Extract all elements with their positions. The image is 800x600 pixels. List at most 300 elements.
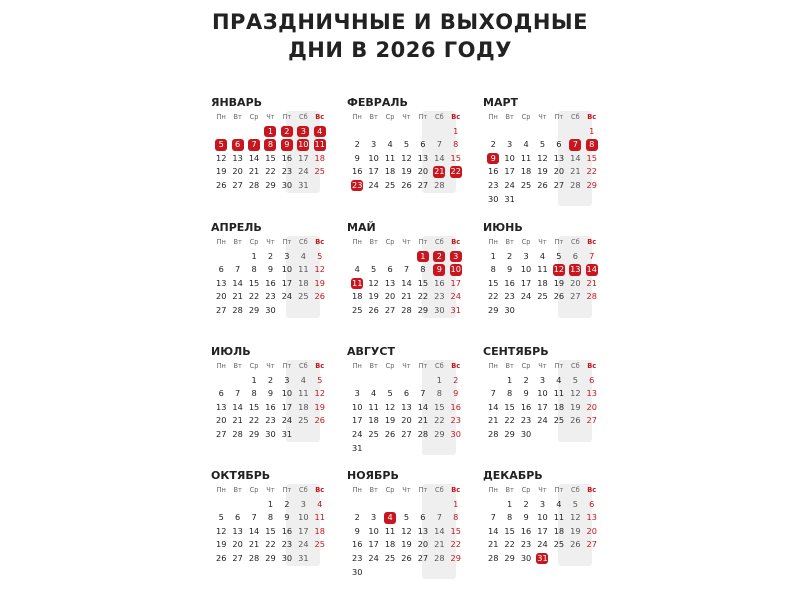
day-cell: 6 (387, 264, 393, 275)
weekday-label: Чт (266, 113, 275, 121)
weekday-label: Вс (315, 113, 325, 121)
day-cell: 15 (504, 401, 515, 412)
day-cell: 1 (490, 250, 496, 261)
day-cell: 8 (507, 388, 513, 399)
holiday-day-cell: 8 (262, 138, 278, 152)
weekday-label: Вт (505, 362, 514, 370)
day-cell: 17 (520, 277, 532, 288)
holiday-day-cell: 11 (351, 277, 363, 288)
day-cell: 7 (436, 512, 442, 523)
day-cell: 21 (570, 166, 581, 177)
day-cell: 14 (434, 525, 445, 536)
empty-cell (295, 428, 311, 442)
empty-cell (213, 250, 229, 264)
month-block (213, 468, 328, 566)
day-cell: 5 (403, 512, 410, 523)
day-cell: 4 (371, 388, 377, 399)
weekday-header (349, 236, 464, 250)
empty-cell (415, 374, 431, 388)
day-cell: 13 (417, 525, 429, 536)
empty-cell (382, 250, 398, 264)
month-name: МАРТ (483, 96, 519, 109)
weekday-label: Вт (505, 486, 514, 494)
empty-cell (398, 374, 414, 388)
day-cell: 25 (298, 291, 309, 302)
day-cell: 11 (314, 512, 325, 523)
day-cell: 13 (417, 152, 429, 163)
empty-cell (229, 250, 245, 264)
day-cell: 3 (507, 139, 513, 150)
day-cell: 14 (232, 277, 243, 288)
day-cell: 27 (384, 304, 396, 315)
day-cell: 23 (450, 415, 461, 426)
day-cell: 9 (523, 388, 529, 399)
week-row (485, 498, 600, 512)
day-cell: 23 (488, 179, 499, 190)
day-cell: 28 (417, 428, 429, 439)
empty-cell (485, 374, 501, 388)
day-cell: 21 (232, 415, 243, 426)
month-name: ЯНВАРЬ (211, 96, 263, 109)
week-row (485, 250, 600, 264)
empty-cell (551, 193, 567, 207)
day-cell: 25 (553, 415, 565, 426)
week-row (213, 179, 328, 193)
day-cell: 13 (216, 277, 227, 288)
day-cell: 30 (265, 428, 276, 439)
weekday-label: Ср (385, 486, 395, 494)
day-cell: 20 (553, 166, 565, 177)
day-cell: 22 (265, 166, 276, 177)
day-cell: 13 (216, 401, 227, 412)
day-cell: 12 (401, 152, 412, 163)
day-cell: 17 (537, 401, 548, 412)
month-block (213, 220, 328, 318)
day-cell: 5 (218, 512, 224, 523)
day-cell: 28 (248, 552, 260, 563)
day-cell: 3 (284, 250, 290, 261)
weekday-label: Пн (488, 238, 498, 246)
day-cell: 5 (403, 139, 410, 150)
day-cell: 3 (371, 512, 377, 523)
day-cell: 15 (265, 525, 276, 536)
week-row (349, 387, 464, 401)
empty-cell (551, 552, 567, 566)
empty-cell (398, 498, 414, 512)
day-cell: 17 (281, 401, 293, 412)
week-row (485, 152, 600, 166)
day-cell: 8 (251, 388, 257, 399)
week-row (349, 414, 464, 428)
day-cell: 6 (572, 250, 578, 261)
weekday-label: Пт (554, 486, 564, 494)
day-cell: 12 (570, 512, 581, 523)
holiday-day-cell: 10 (450, 264, 461, 275)
day-cell: 26 (216, 552, 227, 563)
day-cell: 31 (352, 442, 363, 453)
week-row (349, 552, 464, 566)
day-cell: 5 (387, 388, 393, 399)
weekday-label: Пн (216, 486, 226, 494)
holiday-day-cell: 12 (553, 264, 565, 275)
weekday-header (485, 236, 600, 250)
weekday-label: Чт (402, 362, 411, 370)
day-cell: 4 (387, 139, 393, 150)
day-cell: 4 (300, 374, 306, 385)
day-cell: 13 (553, 152, 565, 163)
week-row (349, 538, 464, 552)
day-cell: 8 (453, 512, 459, 523)
empty-cell (246, 125, 262, 139)
day-cell: 2 (507, 250, 513, 261)
day-cell: 9 (354, 152, 360, 163)
day-cell: 1 (251, 250, 257, 261)
day-cell: 13 (586, 388, 597, 399)
day-cell: 5 (572, 498, 578, 509)
day-cell: 7 (490, 512, 496, 523)
day-cell: 23 (352, 552, 363, 563)
weekday-label: Вт (233, 238, 242, 246)
day-cell: 4 (300, 250, 306, 261)
day-cell: 26 (216, 179, 227, 190)
week-row (349, 290, 464, 304)
month-name: СЕНТЯБРЬ (483, 345, 549, 358)
day-cell: 16 (520, 525, 532, 536)
day-cell: 2 (354, 512, 360, 523)
empty-cell (279, 304, 295, 318)
weekday-label: Вт (233, 113, 242, 121)
month-block (485, 468, 600, 566)
day-cell: 12 (216, 152, 227, 163)
day-cell: 20 (417, 166, 429, 177)
week-row (349, 263, 464, 277)
empty-cell (485, 125, 501, 139)
day-cell: 17 (281, 277, 293, 288)
empty-cell (584, 193, 600, 207)
day-cell: 28 (434, 179, 445, 190)
day-cell: 31 (298, 552, 309, 563)
day-cell: 26 (570, 415, 581, 426)
day-cell: 18 (384, 166, 396, 177)
month-block (485, 344, 600, 442)
day-cell: 15 (248, 277, 260, 288)
weekday-label: Сб (434, 113, 444, 121)
day-cell: 28 (248, 179, 260, 190)
day-cell: 7 (589, 250, 595, 261)
day-cell: 4 (354, 264, 360, 275)
day-cell: 2 (453, 374, 459, 385)
day-cell: 7 (251, 512, 257, 523)
week-row (349, 511, 464, 525)
holiday-day-cell: 1 (262, 125, 278, 139)
empty-cell (485, 498, 501, 512)
holiday-day-cell: 11 (314, 139, 325, 150)
day-cell: 1 (267, 498, 274, 509)
week-row (213, 387, 328, 401)
day-cell: 3 (523, 250, 529, 261)
week-row (349, 374, 464, 388)
holiday-day-cell: 1 (415, 250, 431, 264)
day-cell: 29 (248, 428, 260, 439)
weekday-label: Чт (538, 486, 547, 494)
weekday-header (349, 484, 464, 498)
empty-cell (567, 552, 583, 566)
week-row (213, 263, 328, 277)
month-name: АВГУСТ (347, 345, 395, 358)
weekday-label: Пн (488, 362, 498, 370)
day-cell: 19 (314, 401, 325, 412)
empty-cell (349, 125, 365, 139)
weekday-label: Ср (521, 113, 531, 121)
month-block (213, 344, 328, 442)
day-cell: 4 (523, 139, 529, 150)
day-cell: 25 (352, 304, 363, 315)
day-cell: 27 (586, 415, 597, 426)
week-row (485, 401, 600, 415)
day-cell: 11 (298, 388, 309, 399)
empty-cell (551, 125, 567, 139)
holiday-day-cell: 22 (450, 166, 461, 177)
holiday-day-cell: 7 (567, 138, 583, 152)
day-cell: 21 (488, 415, 499, 426)
day-cell: 16 (265, 401, 276, 412)
day-cell: 11 (537, 264, 548, 275)
day-cell: 27 (417, 179, 429, 190)
holiday-day-cell: 9 (431, 263, 447, 277)
weekday-label: Пт (554, 362, 564, 370)
day-cell: 15 (450, 525, 461, 536)
day-cell: 23 (520, 539, 532, 550)
day-cell: 24 (298, 539, 309, 550)
day-cell: 3 (284, 374, 290, 385)
day-cell: 23 (504, 291, 515, 302)
day-cell: 27 (586, 539, 597, 550)
day-cell: 5 (371, 264, 377, 275)
week-row (213, 401, 328, 415)
day-cell: 23 (265, 415, 276, 426)
day-cell: 15 (265, 152, 276, 163)
weekday-header (213, 360, 328, 374)
weekday-label: Пн (216, 362, 226, 370)
day-cell: 20 (384, 291, 396, 302)
holiday-day-cell: 5 (213, 138, 229, 152)
empty-cell (349, 250, 365, 264)
day-cell: 21 (434, 539, 445, 550)
empty-cell (431, 125, 447, 139)
day-cell: 29 (504, 428, 515, 439)
day-cell: 3 (539, 498, 546, 509)
empty-cell (534, 125, 550, 139)
weekday-header (349, 111, 464, 125)
empty-cell (229, 374, 245, 388)
week-row (485, 552, 600, 566)
weekday-label: Ср (521, 238, 531, 246)
day-cell: 11 (384, 525, 396, 536)
day-cell: 16 (450, 401, 461, 412)
month-name: ОКТЯБРЬ (211, 469, 271, 482)
day-cell: 21 (417, 415, 429, 426)
week-row (485, 179, 600, 193)
day-cell: 26 (384, 428, 396, 439)
day-cell: 12 (314, 264, 325, 275)
day-cell: 18 (298, 277, 309, 288)
day-cell: 19 (216, 166, 227, 177)
day-cell: 31 (298, 179, 309, 190)
holiday-day-cell: 13 (570, 264, 581, 275)
day-cell: 9 (507, 264, 513, 275)
empty-cell (415, 442, 431, 456)
day-cell: 25 (298, 415, 309, 426)
empty-cell (551, 428, 567, 442)
weekday-label: Пт (282, 238, 292, 246)
day-cell: 28 (488, 552, 499, 563)
day-cell: 26 (570, 539, 581, 550)
day-cell: 8 (420, 264, 426, 275)
weekday-header (213, 236, 328, 250)
weekday-label: Пт (418, 486, 428, 494)
day-cell: 19 (570, 525, 581, 536)
day-cell: 15 (417, 277, 429, 288)
day-cell: 6 (556, 139, 562, 150)
day-cell: 18 (368, 415, 379, 426)
holiday-day-cell: 4 (382, 511, 398, 525)
day-cell: 16 (504, 277, 515, 288)
empty-cell (567, 304, 583, 318)
day-cell: 4 (556, 498, 562, 509)
weekday-header (349, 360, 464, 374)
day-cell: 23 (281, 539, 293, 550)
day-cell: 6 (218, 388, 224, 399)
day-cell: 25 (368, 428, 379, 439)
day-cell: 30 (281, 179, 293, 190)
empty-cell (448, 566, 464, 580)
day-cell: 27 (216, 304, 227, 315)
empty-cell (365, 250, 381, 264)
week-row (485, 263, 600, 277)
day-cell: 17 (298, 525, 309, 536)
day-cell: 2 (354, 139, 360, 150)
empty-cell (551, 304, 567, 318)
day-cell: 29 (488, 304, 499, 315)
day-cell: 2 (523, 498, 529, 509)
month-name: АПРЕЛЬ (211, 221, 262, 234)
weekday-label: Вс (315, 362, 325, 370)
day-cell: 19 (401, 166, 412, 177)
weekday-label: Ср (249, 238, 259, 246)
day-cell: 30 (281, 552, 293, 563)
day-cell: 9 (267, 388, 274, 399)
day-cell: 27 (570, 291, 581, 302)
weekday-label: Вт (505, 113, 514, 121)
day-cell: 5 (556, 250, 562, 261)
day-cell: 3 (354, 388, 360, 399)
day-cell: 27 (401, 428, 412, 439)
title-line-2: ДНИ В 2026 ГОДУ (288, 38, 512, 62)
empty-cell (431, 442, 447, 456)
day-cell: 28 (586, 291, 597, 302)
day-cell: 29 (248, 304, 260, 315)
weekday-header (485, 111, 600, 125)
holiday-day-cell: 9 (485, 152, 501, 166)
month-name: НОЯБРЬ (347, 469, 399, 482)
day-cell: 19 (216, 539, 227, 550)
month-name: ФЕВРАЛЬ (347, 96, 408, 109)
day-cell: 18 (314, 525, 325, 536)
holiday-day-cell: 4 (312, 125, 328, 139)
weekday-label: Сб (570, 362, 580, 370)
day-cell: 11 (553, 512, 565, 523)
day-cell: 20 (401, 415, 412, 426)
weekday-label: Сб (570, 113, 580, 121)
day-cell: 6 (218, 264, 224, 275)
empty-cell (398, 125, 414, 139)
day-cell: 16 (281, 152, 293, 163)
day-cell: 18 (553, 401, 565, 412)
day-cell: 6 (235, 512, 241, 523)
empty-cell (365, 125, 381, 139)
weekday-label: Вт (233, 486, 242, 494)
empty-cell (229, 498, 245, 512)
day-cell: 6 (403, 388, 410, 399)
weekday-label: Вс (451, 362, 461, 370)
day-cell: 9 (354, 525, 360, 536)
day-cell: 17 (352, 415, 363, 426)
week-row (485, 193, 600, 207)
month-name: ДЕКАБРЬ (483, 469, 543, 482)
day-cell: 28 (488, 428, 499, 439)
weekday-label: Сб (570, 238, 580, 246)
page-title (0, 8, 800, 64)
day-cell: 5 (317, 250, 323, 261)
day-cell: 4 (556, 374, 562, 385)
day-cell: 24 (281, 415, 293, 426)
day-cell: 10 (298, 512, 309, 523)
day-cell: 24 (537, 539, 548, 550)
week-row (349, 277, 464, 291)
day-cell: 18 (553, 525, 565, 536)
day-cell: 17 (450, 277, 461, 288)
weekday-header (485, 484, 600, 498)
month-name: ИЮЛЬ (211, 345, 251, 358)
day-cell: 16 (352, 166, 363, 177)
day-cell: 20 (586, 401, 597, 412)
month-name: ИЮНЬ (483, 221, 523, 234)
day-cell: 30 (434, 304, 445, 315)
week-row (485, 374, 600, 388)
day-cell: 26 (368, 304, 379, 315)
day-cell: 18 (352, 291, 363, 302)
day-cell: 30 (520, 552, 532, 563)
day-cell: 23 (434, 291, 445, 302)
day-cell: 28 (232, 304, 243, 315)
week-row (213, 138, 328, 152)
day-cell: 18 (384, 539, 396, 550)
day-cell: 22 (488, 291, 499, 302)
day-cell: 22 (248, 291, 260, 302)
day-cell: 10 (504, 152, 515, 163)
day-cell: 10 (368, 525, 379, 536)
weekday-label: Чт (266, 238, 275, 246)
week-row (213, 125, 328, 139)
day-cell: 13 (232, 525, 243, 536)
empty-cell (448, 442, 464, 456)
day-cell: 22 (450, 539, 461, 550)
weekday-header (213, 111, 328, 125)
weekday-label: Вс (451, 238, 461, 246)
day-cell: 8 (267, 512, 274, 523)
empty-cell (398, 566, 414, 580)
day-cell: 29 (417, 304, 429, 315)
